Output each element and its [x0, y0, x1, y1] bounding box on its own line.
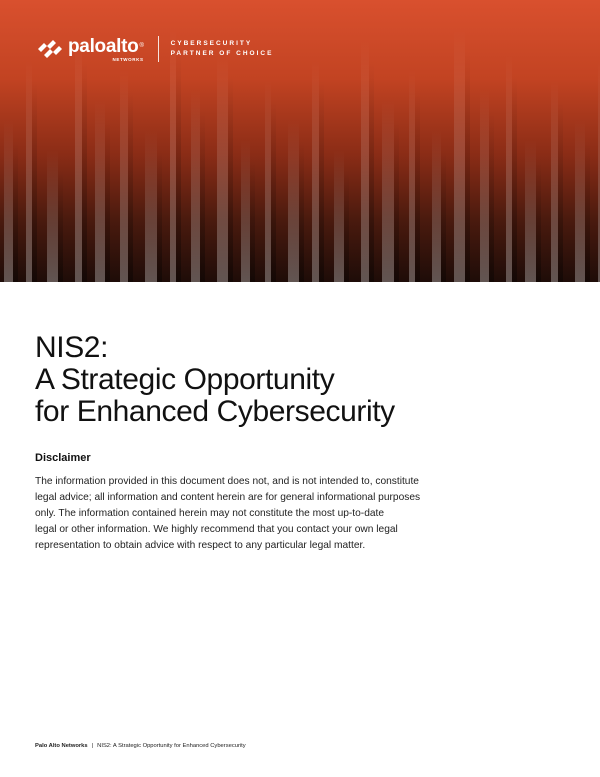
brand-header: [36, 36, 273, 62]
hero-stripe-shadow: [200, 110, 205, 282]
page-footer: [35, 743, 246, 749]
hero-stripe-shadow: [319, 80, 324, 282]
hero-stripe-shadow: [176, 50, 181, 282]
hero-stripe-shadow: [299, 140, 304, 282]
hero-stripe: [334, 150, 344, 282]
hero-stripe: [120, 70, 128, 282]
hero-stripe-shadow: [369, 60, 374, 282]
hero-stripe: [265, 80, 271, 282]
title-line-2: A Strategic Opportunity: [35, 363, 335, 396]
hero-stripe: [432, 130, 441, 282]
hero-stripe-shadow: [558, 100, 563, 282]
hero-stripe-shadow: [228, 75, 233, 282]
hero-stripe: [454, 30, 465, 282]
hero-stripe: [217, 55, 228, 282]
hero-stripe: [361, 40, 369, 282]
hero-stripe-shadow: [32, 80, 37, 282]
hero-stripe: [47, 150, 58, 282]
hero-stripe: [26, 60, 32, 282]
hero-stripe: [382, 100, 394, 282]
hero-stripe-shadow: [13, 140, 18, 282]
hero-stripe: [170, 30, 176, 282]
logo-wordmark: paloalto® NETWORKS: [68, 35, 144, 62]
logo-word: paloalto: [68, 35, 139, 57]
hero-stripe: [241, 140, 250, 282]
hero-stripe-shadow: [105, 120, 110, 282]
disclaimer-body: [35, 474, 475, 554]
hero-stripe: [312, 60, 319, 282]
hero-stripe-shadow: [250, 160, 255, 282]
hero-stripe: [480, 90, 489, 282]
document-title: [35, 332, 395, 428]
hero-stripe: [525, 140, 536, 282]
footer-company: Palo Alto Networks: [35, 743, 88, 749]
disclaimer-line: The information provided in this document does not, and is not intended to, constitute: [35, 476, 419, 487]
hero-stripe-shadow: [536, 160, 541, 282]
hero-stripe-shadow: [465, 50, 470, 282]
hero-stripe-shadow: [344, 170, 349, 282]
hero-stripe-shadow: [512, 75, 517, 282]
hero-banner: [0, 0, 600, 282]
disclaimer-line: only. The information contained herein may not constitute the most up-to-date: [35, 508, 385, 519]
brand-divider: [158, 36, 159, 62]
title-line-3: for Enhanced Cybersecurity: [35, 395, 395, 428]
hero-stripe-shadow: [128, 90, 133, 282]
hero-stripe: [409, 70, 415, 282]
footer-separator: |: [91, 743, 94, 749]
title-line-1: NIS2:: [35, 331, 109, 364]
hero-stripe: [191, 90, 200, 282]
hero-stripe: [75, 40, 82, 282]
hero-stripe: [288, 120, 299, 282]
hero-stripe-shadow: [415, 90, 420, 282]
paloalto-logo-icon: [36, 39, 64, 59]
disclaimer-heading: Disclaimer: [35, 452, 91, 464]
hero-stripe-shadow: [394, 120, 399, 282]
hero-stripe: [551, 80, 558, 282]
hero-stripe-shadow: [441, 150, 446, 282]
tagline-line-2: PARTNER OF CHOICE: [170, 50, 274, 57]
brand-tagline: [171, 39, 274, 59]
hero-stripe: [145, 130, 157, 282]
footer-doc-title: NIS2: A Strategic Opportunity for Enhanced Cybersecurity: [97, 743, 246, 749]
tagline-line-1: CYBERSECURITY: [170, 40, 253, 47]
hero-stripe-shadow: [271, 100, 276, 282]
hero-stripe: [575, 120, 585, 282]
disclaimer-line: legal advice; all information and content herein are for general informational purposes: [35, 492, 421, 503]
hero-stripe: [4, 120, 13, 282]
hero-stripe-shadow: [585, 140, 590, 282]
hero-stripe-shadow: [82, 60, 87, 282]
disclaimer-line: legal or other information. We highly recommend that you contact your own legal: [35, 524, 398, 535]
hero-stripe-shadow: [489, 110, 494, 282]
hero-stripe-shadow: [58, 170, 63, 282]
disclaimer-line: representation to obtain advice with respect to any particular legal matter.: [35, 540, 366, 551]
hero-stripe-shadow: [157, 150, 162, 282]
hero-stripe: [95, 100, 105, 282]
logo-subtext: NETWORKS: [112, 56, 144, 62]
hero-stripe: [506, 55, 512, 282]
